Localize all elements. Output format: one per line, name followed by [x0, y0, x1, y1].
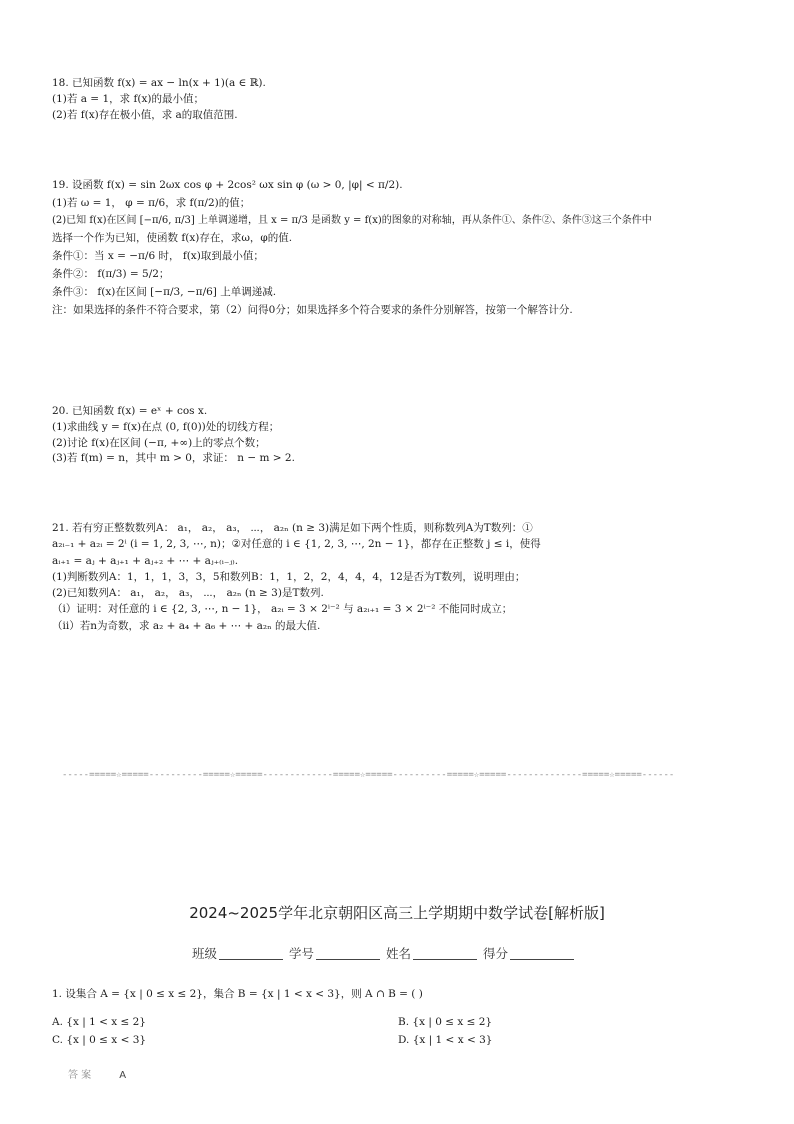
q19-line: 条件③： f(x)在区间 [−π/3, −π/6] 上单调递减.	[52, 286, 277, 299]
class-blank	[219, 959, 283, 960]
q21-line: （i）证明：对任意的 i ∈ {2, 3, ⋯, n − 1}， a₂ᵢ = 3 × 2ⁱ⁻² 与 a₂ᵢ₊₁ = 3 × 2ⁱ⁻² 不能同时成立；	[52, 603, 513, 616]
q1-options	[52, 1013, 752, 1050]
q21-line: （ii）若n为奇数，求 a₂ + a₄ + a₆ + ⋯ + a₂ₙ 的最大值.	[52, 619, 321, 632]
q20-line: 20. 已知函数 f(x) = eˣ + cos x.	[52, 405, 208, 417]
page-separator: -----=====☆=====----------=====☆=====-------------=====☆=====----------=====☆=====--------------=====☆=====------	[62, 770, 675, 780]
q21-line: aᵢ₊₁ = aⱼ + aⱼ₊₁ + aⱼ₊₂ + ⋯ + aⱼ₊₍ᵢ₋ⱼ₎.	[52, 554, 239, 567]
q20-line: (2)讨论 f(x)在区间 (−π, +∞)上的零点个数；	[52, 436, 266, 449]
id-blank	[316, 959, 380, 960]
answer-label: 答 案	[68, 1070, 92, 1081]
score-label: 得分	[483, 946, 509, 961]
q20-line: (1)求曲线 y = f(x)在点 (0, f(0))处的切线方程；	[52, 420, 280, 433]
question-21	[52, 520, 752, 634]
q19-line: 选择一个作为已知，使函数 f(x)存在，求ω，φ的值.	[52, 232, 293, 245]
q19-line: (2)已知 f(x)在区间 [−π/6, π/3] 上单调递增，且 x = π/3 是函数 y = f(x)的图象的对称轴，再从条件①、条件②、条件③这三个条件中	[52, 215, 652, 227]
q20-line: (3)若 f(m) = n，其中 m > 0，求证： n − m > 2.	[52, 452, 295, 465]
q19-line: 条件②： f(π/3) = 5/2；	[52, 268, 170, 281]
q19-line: 19. 设函数 f(x) = sin 2ωx cos φ + 2cos² ωx sin φ (ω > 0, |φ| < π/2).	[52, 179, 403, 191]
name-blank	[413, 959, 477, 960]
id-label: 学号	[289, 946, 315, 961]
student-info-fields	[192, 944, 576, 962]
q1-answer	[68, 1066, 126, 1081]
q21-line: (2)已知数列A： a₁， a₂， a₃， ⋯， a₂ₙ (n ≥ 3)是T数列.	[52, 587, 324, 600]
q21-line: (1)判断数列A：1，1，1，3，3，5和数列B：1，1，2，2，4，4，4，12是否为T数列，说明理由；	[52, 570, 526, 583]
page-title: 2024~2025学年北京朝阳区高三上学期期中数学试卷[解析版]	[189, 904, 605, 922]
question-19	[52, 176, 752, 320]
q19-line: 注：如果选择的条件不符合要求，第（2）问得0分；如果选择多个符合要求的条件分别解答，按第一个解答计分.	[52, 304, 573, 317]
name-label: 姓名	[386, 946, 412, 961]
answer-value: A	[119, 1070, 127, 1081]
q1-stem: 1. 设集合 A = {x | 0 ≤ x ≤ 2}，集合 B = {x | 1 < x < 3}，则 A ∩ B = ( )	[52, 988, 423, 1000]
q1-option-d: D. {x | 1 < x < 3}	[398, 1034, 493, 1047]
q19-line: 条件①：当 x = −π/6 时， f(x)取到最小值；	[52, 250, 264, 263]
question-20	[52, 404, 752, 467]
score-blank	[510, 959, 574, 960]
class-label: 班级	[192, 946, 218, 961]
q18-line: 18. 已知函数 f(x) = ax − ln(x + 1)(a ∈ ℝ).	[52, 77, 266, 89]
question-18	[52, 76, 752, 123]
q21-line: 21. 若有穷正整数数列A： a₁， a₂， a₃， ⋯， a₂ₙ (n ≥ 3)满足如下两个性质，则称数列A为T数列：①	[52, 522, 533, 534]
q18-line: (2)若 f(x)存在极小值，求 a的取值范围.	[52, 108, 238, 121]
q19-line: (1)若 ω = 1， φ = π/6，求 f(π/2)的值；	[52, 197, 251, 210]
question-1	[52, 987, 752, 1003]
q1-option-c: C. {x | 0 ≤ x < 3}	[52, 1034, 147, 1047]
q1-option-a: A. {x | 1 < x ≤ 2}	[52, 1016, 146, 1028]
q1-option-b: B. {x | 0 ≤ x ≤ 2}	[398, 1016, 493, 1028]
q21-line: a₂ᵢ₋₁ + a₂ᵢ = 2ⁱ (i = 1, 2, 3, ⋯, n)；②对任意的 i ∈ {1, 2, 3, ⋯, 2n − 1}，都存在正整数 j ≤ i，使得	[52, 538, 541, 551]
q18-line: (1)若 a = 1，求 f(x)的最小值；	[52, 92, 204, 105]
